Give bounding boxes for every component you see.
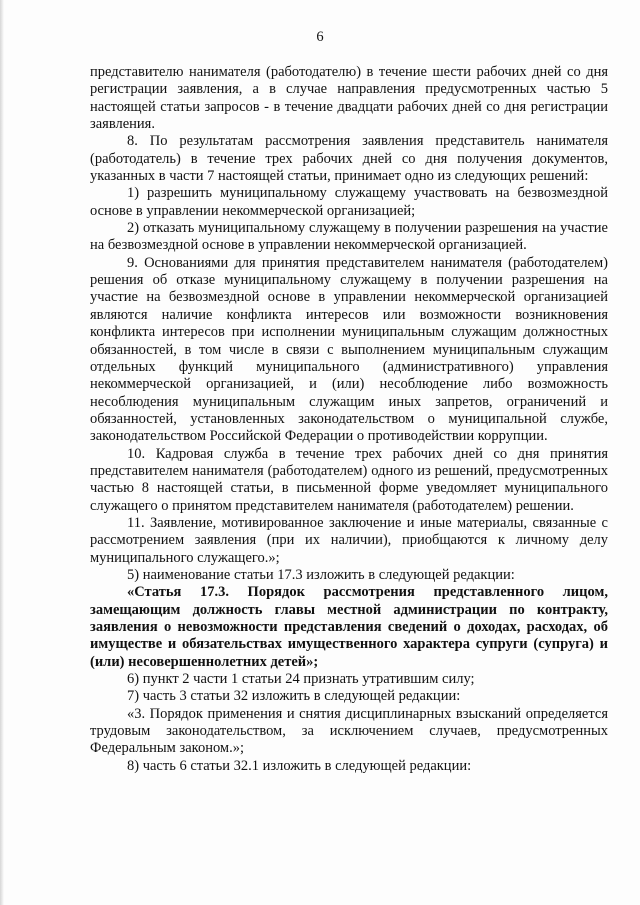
paragraph-part-8: 8. По результатам рассмотрения заявления представитель нанимателя (работодатель) в течение трех рабочих дней со дня получения документов, указанных в части 7 настоящей статьи, принимает одно из следующих решений: — [90, 133, 608, 185]
page-number: 6 — [316, 29, 324, 45]
document-body — [90, 64, 608, 775]
list-item-refuse: 2) отказать муниципальному служащему в получении разрешения на участие на безвозмездной основе в управлении некоммерческой организацией. — [90, 220, 608, 254]
paragraph-part-11: 11. Заявление, мотивированное заключение и иные материалы, связанные с рассмотрением заявления (при их наличии), приобщаются к личному делу муниципального служащего.»; — [90, 514, 608, 566]
article-17-3-heading: «Статья 17.3. Порядок рассмотрения представленного лицом, замещающим должность главы местной администрации по контракту, заявления о невозможности представления сведений о доходах, расходах, об имуществе и обязательствах имущественного характера супруги (супруга) и (или) несовершеннолетних детей»; — [90, 584, 608, 670]
amendment-item-7: 7) часть 3 статьи 32 изложить в следующей редакции: — [127, 688, 461, 705]
amendment-item-5: 5) наименование статьи 17.3 изложить в следующей редакции: — [127, 566, 515, 583]
scan-edge-shadow — [0, 0, 4, 905]
amendment-item-6: 6) пункт 2 части 1 статьи 24 признать утратившим силу; — [127, 671, 475, 688]
paragraph-part-9: 9. Основаниями для принятия представителем нанимателя (работодателем) решения об отказе муниципальному служащему в получении разрешения на участие на безвозмездной основе в управлении некоммерческой организацией являются наличие конфликта интересов или возможности возникновения конфликта интересов при исполнении муниципальным служащим должностных обязанностей, в том числе в связи с выполнением муниципальным служащим отдельных функций муниципального (административного) управления некоммерческой организацией, и (или) несоблюдение либо возможность несоблюдения муниципальным служащим иных запретов, ограничений и обязанностей, установленных законодательством о муниципальной службе, законодательством Российской Федерации о противодействии коррупции. — [90, 254, 608, 445]
article-32-part-3: «3. Порядок применения и снятия дисциплинарных взысканий определяется трудовым законодательством, за исключением случаев, предусмотренных Федеральным законом.»; — [90, 705, 608, 757]
paragraph-part-10: 10. Кадровая служба в течение трех рабочих дней со дня принятия представителем нанимателя (работодателем) одного из решений, предусмотренных частью 8 настоящей статьи, в письменной форме уведомляет муниципального служащего о принятом представителем нанимателя (работодателем) решении. — [90, 445, 608, 514]
list-item-allow: 1) разрешить муниципальному служащему участвовать на безвозмездной основе в управлении некоммерческой организацией; — [90, 185, 608, 219]
amendment-item-8: 8) часть 6 статьи 32.1 изложить в следующей редакции: — [127, 757, 472, 774]
paragraph-continuation: представителю нанимателя (работодателю) в течение шести рабочих дней со дня регистрации заявления, а в случае направления предусмотренных частью 5 настоящей статьи запросов - в течение двадцати рабочих дней со дня регистрации заявления. — [90, 64, 608, 133]
